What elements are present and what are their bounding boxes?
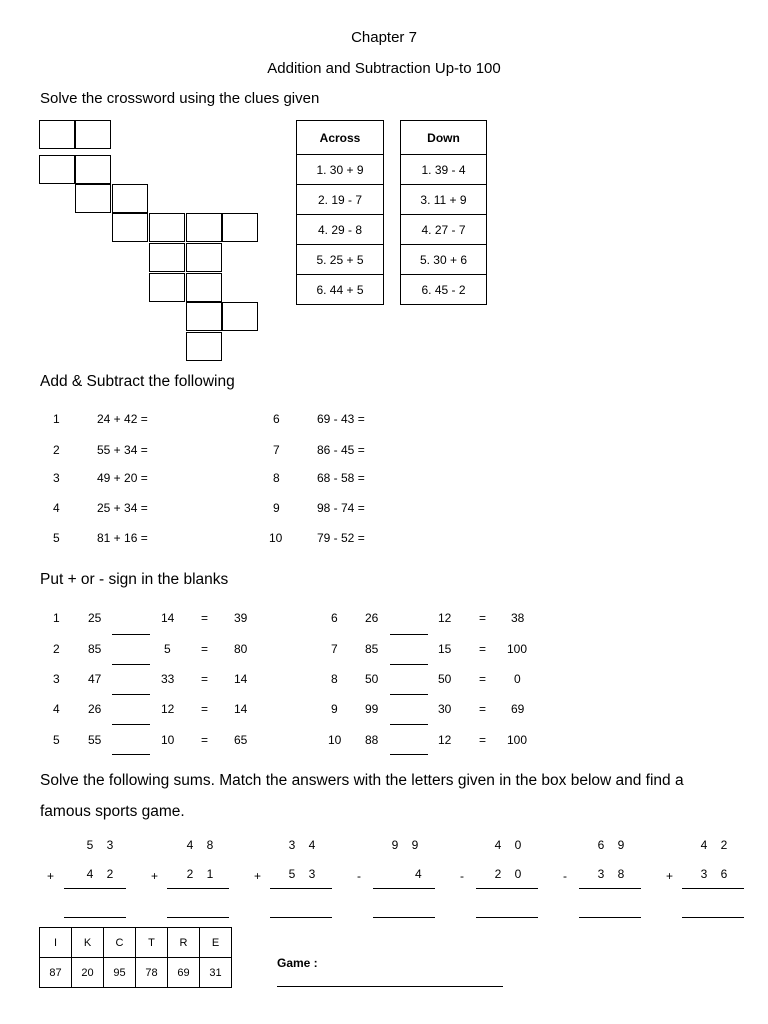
sum-operator: - [563, 869, 567, 883]
problem-expression: 69 - 43 = [317, 412, 365, 426]
across-header: Across [297, 121, 384, 155]
problem-number: 2 [53, 443, 60, 457]
sum-answer-line[interactable] [270, 917, 332, 918]
result: 39 [234, 611, 248, 625]
key-letter: T [136, 928, 168, 958]
operand-b: 12 [438, 611, 452, 625]
operand-a: 25 [88, 611, 102, 625]
row-number: 6 [331, 611, 338, 625]
crossword-cell[interactable] [186, 273, 222, 302]
equals-sign: = [201, 702, 209, 716]
problem-expression: 81 + 16 = [97, 531, 148, 545]
result: 100 [507, 642, 528, 656]
sum-top-number: 9 9 [391, 838, 419, 852]
sign-blank[interactable] [112, 754, 150, 755]
add-subtract-heading: Add & Subtract the following [40, 373, 235, 390]
sum-operator: + [47, 869, 55, 883]
across-clue: 6. 44 + 5 [297, 275, 384, 305]
row-number: 7 [331, 642, 338, 656]
signs-heading: Put + or - sign in the blanks [40, 571, 229, 588]
crossword-cell[interactable] [186, 302, 222, 331]
sum-underline [373, 888, 435, 889]
row-number: 1 [53, 611, 60, 625]
crossword-cell[interactable] [186, 213, 222, 242]
letter-key-table [39, 927, 232, 988]
across-clue: 1. 30 + 9 [297, 155, 384, 185]
sum-answer-line[interactable] [476, 917, 538, 918]
sign-blank[interactable] [390, 754, 428, 755]
across-clue: 4. 29 - 8 [297, 215, 384, 245]
down-clue: 3. 11 + 9 [401, 185, 487, 215]
sum-bottom-number: 4 2 [86, 867, 114, 881]
sum-answer-line[interactable] [579, 917, 641, 918]
operand-a: 99 [365, 702, 379, 716]
problem-number: 5 [53, 531, 60, 545]
crossword-instruction: Solve the crossword using the clues given [40, 90, 320, 107]
sum-bottom-number: 5 3 [288, 867, 316, 881]
result: 65 [234, 733, 248, 747]
problem-expression: 24 + 42 = [97, 412, 148, 426]
sums-heading-line1: Solve the following sums. Match the answers with the letters given in the box below and find a [40, 772, 684, 789]
sum-answer-line[interactable] [64, 917, 126, 918]
sum-underline [270, 888, 332, 889]
row-number: 5 [53, 733, 60, 747]
sum-top-number: 5 3 [86, 838, 114, 852]
crossword-cell[interactable] [75, 184, 111, 213]
crossword-cell[interactable] [222, 302, 258, 331]
game-answer-line[interactable] [277, 986, 503, 987]
crossword-cell[interactable] [39, 120, 75, 149]
sign-blank[interactable] [390, 694, 428, 695]
equals-sign: = [201, 642, 209, 656]
sum-top-number: 4 2 [700, 838, 728, 852]
problem-expression: 86 - 45 = [317, 443, 365, 457]
sign-blank[interactable] [112, 664, 150, 665]
operand-b: 10 [161, 733, 175, 747]
row-number: 3 [53, 672, 60, 686]
sum-underline [167, 888, 229, 889]
operand-b: 15 [438, 642, 452, 656]
operand-a: 85 [88, 642, 102, 656]
equals-sign: = [201, 611, 209, 625]
across-clue: 5. 25 + 5 [297, 245, 384, 275]
row-number: 10 [328, 733, 342, 747]
sign-blank[interactable] [112, 724, 150, 725]
key-number: 20 [72, 958, 104, 988]
problem-expression: 98 - 74 = [317, 501, 365, 515]
problem-expression: 25 + 34 = [97, 501, 148, 515]
key-letter: C [104, 928, 136, 958]
crossword-cell[interactable] [112, 184, 148, 213]
problem-number: 4 [53, 501, 60, 515]
sign-blank[interactable] [112, 634, 150, 635]
equals-sign: = [479, 611, 487, 625]
sum-underline [64, 888, 126, 889]
sign-blank[interactable] [390, 724, 428, 725]
sum-operator: - [357, 869, 361, 883]
key-letter: I [40, 928, 72, 958]
problem-number: 3 [53, 471, 60, 485]
problem-number: 9 [273, 501, 280, 515]
crossword-cell[interactable] [186, 243, 222, 272]
result: 0 [514, 672, 521, 686]
crossword-cell[interactable] [149, 213, 185, 242]
equals-sign: = [479, 642, 487, 656]
sum-underline [682, 888, 744, 889]
operand-b: 50 [438, 672, 452, 686]
result: 14 [234, 672, 248, 686]
down-clue: 5. 30 + 6 [401, 245, 487, 275]
sum-top-number: 6 9 [597, 838, 625, 852]
down-clues-table [400, 120, 487, 305]
result: 38 [511, 611, 525, 625]
sum-bottom-number: 3 6 [700, 867, 728, 881]
key-letter: R [168, 928, 200, 958]
sum-top-number: 4 8 [186, 838, 214, 852]
problem-number: 8 [273, 471, 280, 485]
sum-bottom-number: 2 0 [494, 867, 522, 881]
equals-sign: = [479, 672, 487, 686]
key-number: 95 [104, 958, 136, 988]
operand-b: 14 [161, 611, 175, 625]
sum-operator: + [254, 869, 262, 883]
sum-top-number: 3 4 [288, 838, 316, 852]
operand-a: 26 [88, 702, 102, 716]
problem-expression: 49 + 20 = [97, 471, 148, 485]
problem-expression: 55 + 34 = [97, 443, 148, 457]
chapter-title: Chapter 7 [351, 29, 417, 46]
sum-operator: + [151, 869, 159, 883]
across-clue: 2. 19 - 7 [297, 185, 384, 215]
operand-b: 12 [161, 702, 175, 716]
sign-blank[interactable] [390, 664, 428, 665]
sum-bottom-number: 3 8 [597, 867, 625, 881]
operand-a: 50 [365, 672, 379, 686]
result: 80 [234, 642, 248, 656]
problem-expression: 68 - 58 = [317, 471, 365, 485]
crossword-cell[interactable] [222, 213, 258, 242]
sign-blank[interactable] [390, 634, 428, 635]
crossword-cell[interactable] [149, 243, 185, 272]
crossword-cell[interactable] [75, 155, 111, 184]
operand-b: 5 [164, 642, 171, 656]
sum-answer-line[interactable] [682, 917, 744, 918]
row-number: 4 [53, 702, 60, 716]
down-clue: 1. 39 - 4 [401, 155, 487, 185]
sum-bottom-number: 2 1 [186, 867, 214, 881]
down-header: Down [401, 121, 487, 155]
key-number: 78 [136, 958, 168, 988]
result: 100 [507, 733, 528, 747]
operand-a: 85 [365, 642, 379, 656]
crossword-cell[interactable] [149, 273, 185, 302]
operand-a: 88 [365, 733, 379, 747]
key-number: 31 [200, 958, 232, 988]
result: 69 [511, 702, 525, 716]
result: 14 [234, 702, 248, 716]
equals-sign: = [479, 702, 487, 716]
sum-top-number: 4 0 [494, 838, 522, 852]
down-clue: 4. 27 - 7 [401, 215, 487, 245]
sum-underline [476, 888, 538, 889]
row-number: 9 [331, 702, 338, 716]
crossword-cell[interactable] [112, 213, 148, 242]
equals-sign: = [201, 733, 209, 747]
key-letter: E [200, 928, 232, 958]
problem-expression: 79 - 52 = [317, 531, 365, 545]
problem-number: 10 [269, 531, 283, 545]
problem-number: 6 [273, 412, 280, 426]
key-letter: K [72, 928, 104, 958]
operand-a: 26 [365, 611, 379, 625]
operand-b: 12 [438, 733, 452, 747]
across-clues-table [296, 120, 384, 305]
crossword-cell[interactable] [186, 332, 222, 361]
crossword-cell[interactable] [75, 120, 111, 149]
sum-operator: + [666, 869, 674, 883]
sum-bottom-number: 4 [415, 867, 422, 881]
equals-sign: = [479, 733, 487, 747]
sum-operator: - [460, 869, 464, 883]
sum-answer-line[interactable] [167, 917, 229, 918]
page-subtitle: Addition and Subtraction Up-to 100 [267, 60, 501, 77]
row-number: 2 [53, 642, 60, 656]
problem-number: 7 [273, 443, 280, 457]
crossword-cell[interactable] [39, 155, 75, 184]
operand-b: 30 [438, 702, 452, 716]
operand-a: 55 [88, 733, 102, 747]
operand-b: 33 [161, 672, 175, 686]
key-number: 69 [168, 958, 200, 988]
operand-a: 47 [88, 672, 102, 686]
row-number: 8 [331, 672, 338, 686]
down-clue: 6. 45 - 2 [401, 275, 487, 305]
sums-heading-line2: famous sports game. [40, 803, 185, 820]
game-label: Game : [277, 956, 318, 970]
problem-number: 1 [53, 412, 60, 426]
equals-sign: = [201, 672, 209, 686]
sum-underline [579, 888, 641, 889]
sign-blank[interactable] [112, 694, 150, 695]
sum-answer-line[interactable] [373, 917, 435, 918]
key-number: 87 [40, 958, 72, 988]
